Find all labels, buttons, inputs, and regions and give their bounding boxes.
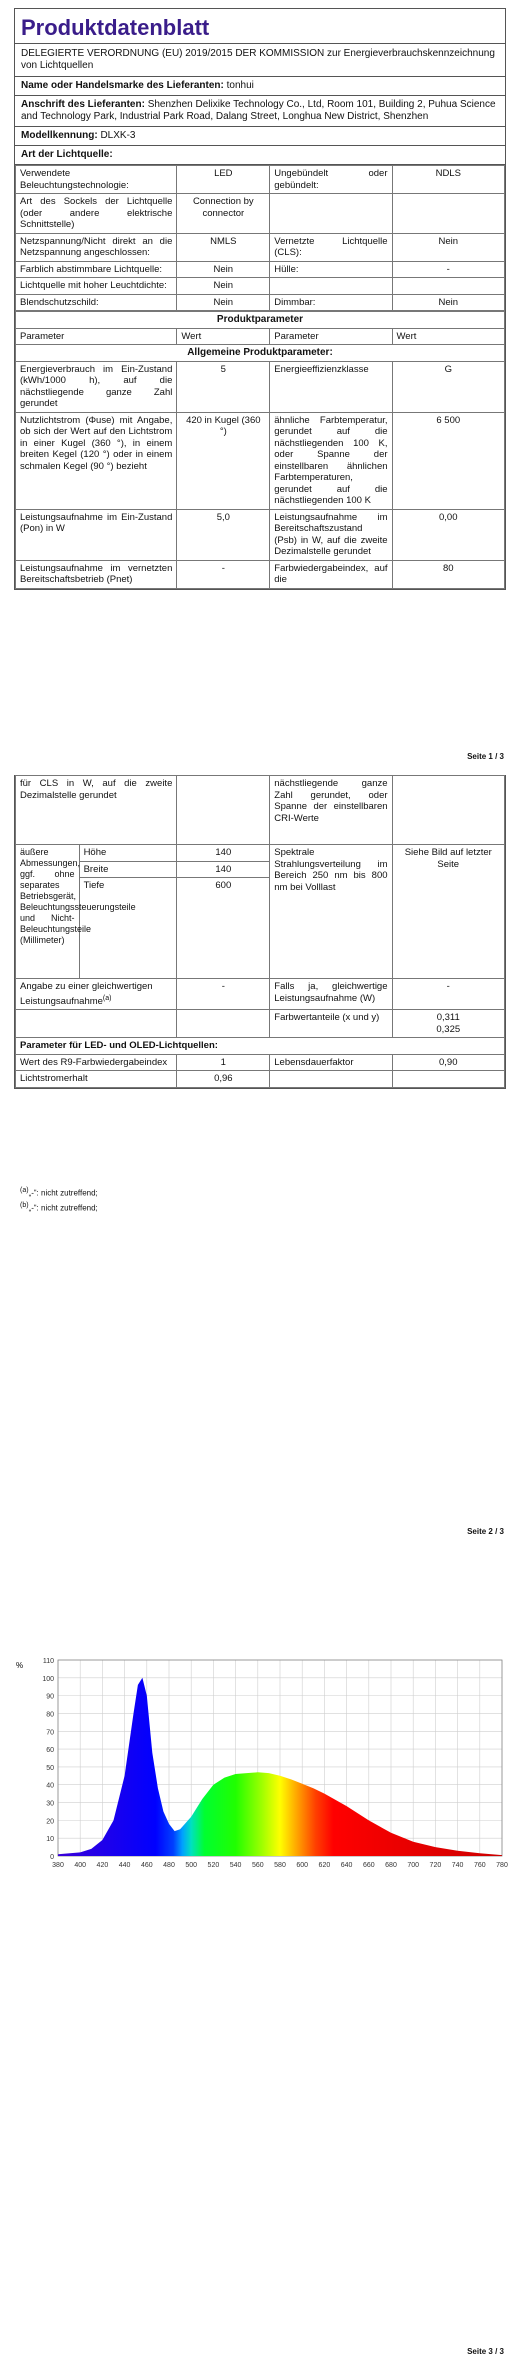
page-1 [0,0,518,775]
table-row [16,361,505,412]
cell [392,278,504,295]
datasheet-frame-continued [14,775,506,1089]
table-row [16,261,505,278]
table-row [16,294,505,311]
x-tick-label: 700 [407,1862,420,1869]
x-tick-label: 640 [340,1862,353,1869]
table-row [16,509,505,560]
x-tick-label: 780 [496,1862,508,1869]
cell: NDLS [392,166,504,194]
regulation-text: DELEGIERTE VERORDNUNG (EU) 2019/2015 DER KOMMISSION zur Energieverbrauchskennzeichnung von Lichtquellen [15,44,505,77]
y-tick-label: 90 [46,1693,54,1701]
cell: Farbwiedergabeindex, auf die [270,560,392,588]
trademark-value: tonhui [226,80,254,91]
x-tick-label: 480 [163,1862,175,1869]
cell: Lebensdauerfaktor [270,1054,392,1071]
cell: Connection by connector [177,194,270,234]
cell: 80 [392,560,504,588]
dimensions-row [16,845,505,862]
cell: Netzspannung/Nicht direkt an die Netzspannung angeschlossen: [16,233,177,261]
cell: - [177,560,270,588]
column-header: Parameter [270,328,392,345]
cell: Ungebündelt oder gebündelt: [270,166,392,194]
table-row [16,1038,505,1055]
dim-value: 140 [177,845,270,862]
cell: Leistungsaufnahme im Bereitschaftszustand (Psb) in W, auf die zweite Dezimalstelle gerundet [270,509,392,560]
footnote [16,1185,98,1200]
led-title: Parameter für LED- und OLED-Lichtquellen: [16,1038,505,1055]
table-row [16,233,505,261]
spectral-label: Spektrale Strahlungsverteilung im Bereich 250 nm bis 800 nm bei Volllast [270,845,392,979]
trademark-label: Name oder Handelsmarke des Lieferanten: [21,80,224,91]
cell: Nutzlichtstrom (Φuse) mit Angabe, ob sich der Wert auf den Lichtstrom in einer Kugel (360 °), in einem breiten Kegel (120 °) oder in einem schmalen Kegel (90 °) bezieht [16,412,177,509]
section-title: Produktparameter [16,312,505,329]
x-tick-label: 740 [451,1862,464,1869]
cell: Lichtstromerhalt [16,1071,177,1088]
cell: 0,00 [392,509,504,560]
table-row [16,194,505,234]
general-title: Allgemeine Produktparameter: [16,345,505,362]
x-tick-label: 460 [140,1862,153,1869]
dim-label: Breite [79,861,177,878]
cell: 5,0 [177,509,270,560]
y-tick-label: 60 [46,1747,54,1755]
y-tick-label: 20 [46,1818,54,1826]
table-row [16,412,505,509]
params-table [15,311,505,589]
x-tick-label: 560 [251,1862,264,1869]
cell: 0,90 [392,1054,504,1071]
cell [270,194,392,234]
cell: 0,96 [177,1071,270,1088]
cell: Energieeffizienzklasse [270,361,392,412]
footnote-mark: (b) [20,1201,29,1209]
cell: Farblich abstimmbare Lichtquelle: [16,261,177,278]
dim-label: Tiefe [79,878,177,979]
x-tick-label: 660 [362,1862,375,1869]
table-row [16,166,505,194]
table-row [16,776,505,845]
footnotes [16,1185,98,1214]
column-header: Wert [177,328,270,345]
dim-value: 140 [177,861,270,878]
equiv-label: Angabe zu einer gleichwertigen Leistungsaufnahme [20,981,153,1007]
footnote-text: „-“: nicht zutreffend; [28,1188,98,1198]
address-row [15,96,505,127]
x-tick-label: 720 [429,1862,442,1869]
y-tick-label: 50 [46,1764,54,1772]
spectrum-chart [12,1648,512,1873]
cell: 6 500 [392,412,504,509]
model-label: Modellkennung: [21,130,98,141]
cell [270,1071,392,1088]
cell: Nein [392,233,504,261]
cell: Art des Sockels der Lichtquelle (oder andere elektrische Schnittstelle) [16,194,177,234]
y-tick-label: 110 [42,1658,54,1665]
cell: NMLS [177,233,270,261]
trademark-row [15,77,505,96]
dim-value: 600 [177,878,270,979]
footnote-text: „-“: nicht zutreffend; [28,1203,98,1213]
cell [270,278,392,295]
cell [392,1071,504,1088]
address-value: Shenzhen Delixike Technology Co., Ltd, Room 101, Building 2, Puhua Science and Technology Park, Industrial Park Road, Dalang Street, Longhua New District, Shenzhen [21,99,496,122]
cell: - [177,979,270,1010]
x-tick-label: 500 [185,1862,198,1869]
x-tick-label: 420 [96,1862,109,1869]
cell: ähnliche Farbtemperatur, gerundet auf die nächstliegenden 100 K, oder Spanne der einstellbaren ähnlichen Farbtemperaturen, gerundet auf die nächstliegenden 100 K [270,412,392,509]
table-row [16,1071,505,1088]
cell: 5 [177,361,270,412]
x-tick-label: 440 [118,1862,131,1869]
model-value: DLXK-3 [100,130,136,141]
cell: Blendschutzschild: [16,294,177,311]
x-tick-label: 620 [318,1862,331,1869]
y-tick-label: 10 [46,1836,54,1844]
table-row [16,312,505,329]
x-tick-label: 580 [274,1862,286,1869]
cell: Dimmbar: [270,294,392,311]
cell: für CLS in W, auf die zweite Dezimalstelle gerundet [16,776,177,845]
cell [392,776,504,845]
table-row [16,1010,505,1038]
footnote [16,1200,98,1215]
cell: Nein [177,261,270,278]
model-row [15,127,505,146]
cell [392,194,504,234]
dimensions-label: äußere Abmessungen, ggf. ohne separates Betriebsgerät, Beleuchtungssteuerungsteile und Nicht-Beleuchtungsteile (Millimeter) [16,845,80,979]
cell [177,776,270,845]
cell: - [392,261,504,278]
table-header-row [16,328,505,345]
page-title: Produktdatenblatt [15,9,505,44]
datasheet-frame [14,8,506,590]
cell: Nein [392,294,504,311]
x-tick-label: 380 [52,1862,64,1869]
cell: G [392,361,504,412]
page-number: Seite 1 / 3 [467,752,504,761]
cell: Hülle: [270,261,392,278]
y-tick-label: 80 [46,1711,54,1719]
cell [16,1010,177,1038]
page-3 [0,1595,518,2371]
table-row [16,345,505,362]
x-tick-label: 600 [296,1862,309,1869]
x-tick-label: 520 [207,1862,220,1869]
cell: Vernetzte Lichtquelle (CLS): [270,233,392,261]
x-tick-label: 680 [385,1862,397,1869]
cell: Lichtquelle mit hoher Leuchtdichte: [16,278,177,295]
y-tick-label: 0 [50,1854,54,1861]
cell: Farbwertanteile (x und y) [270,1010,392,1038]
cell: Wert des R9-Farbwiedergabeindex [16,1054,177,1071]
address-label: Anschrift des Lieferanten: [21,99,145,110]
cell: Nein [177,294,270,311]
column-header: Wert [392,328,504,345]
spectral-value: Siehe Bild auf letzter Seite [392,845,504,979]
dim-label: Höhe [79,845,177,862]
page-number: Seite 3 / 3 [467,2347,504,2356]
equiv-label-cell [16,979,177,1010]
cell: Energieverbrauch im Ein-Zustand (kWh/1000 h), auf die nächstliegende ganze Zahl gerundet [16,361,177,412]
footnote-mark: (a) [102,994,112,1002]
cell: Falls ja, gleichwertige Leistungsaufnahme (W) [270,979,392,1010]
x-tick-label: 540 [229,1862,242,1869]
y-axis-label: % [16,1661,24,1670]
chroma-y: 0,325 [436,1023,461,1035]
y-tick-label: 70 [46,1729,54,1737]
type-table [15,165,505,311]
cell: 420 in Kugel (360 °) [177,412,270,509]
chroma-x: 0,311 [436,1012,460,1024]
lightsource-type-label: Art der Lichtquelle: [15,146,505,165]
cell [177,1010,270,1038]
cell: LED [177,166,270,194]
cell: Leistungsaufnahme im Ein-Zustand (Pon) in W [16,509,177,560]
page-2 [0,775,518,1595]
y-tick-label: 100 [42,1675,54,1683]
cell: 1 [177,1054,270,1071]
cell: nächstliegende ganze Zahl gerundet, oder Spanne der einstellbaren CRI-Werte [270,776,392,845]
cell: Leistungsaufnahme im vernetzten Bereitschaftsbetrieb (Pnet) [16,560,177,588]
chroma-values [392,1010,504,1038]
cell: Nein [177,278,270,295]
y-tick-label: 40 [46,1782,54,1790]
footnote-mark: (a) [20,1187,29,1194]
x-tick-label: 760 [473,1862,486,1869]
table-row [16,979,505,1010]
params-table-continued [15,775,505,1088]
cell: Verwendete Beleuchtungstechnologie: [16,166,177,194]
x-tick-label: 400 [74,1862,87,1869]
page-number: Seite 2 / 3 [467,1527,504,1536]
y-tick-label: 30 [46,1800,54,1808]
table-row [16,278,505,295]
cell: - [392,979,504,1010]
column-header: Parameter [16,328,177,345]
table-row [16,560,505,588]
table-row [16,1054,505,1071]
